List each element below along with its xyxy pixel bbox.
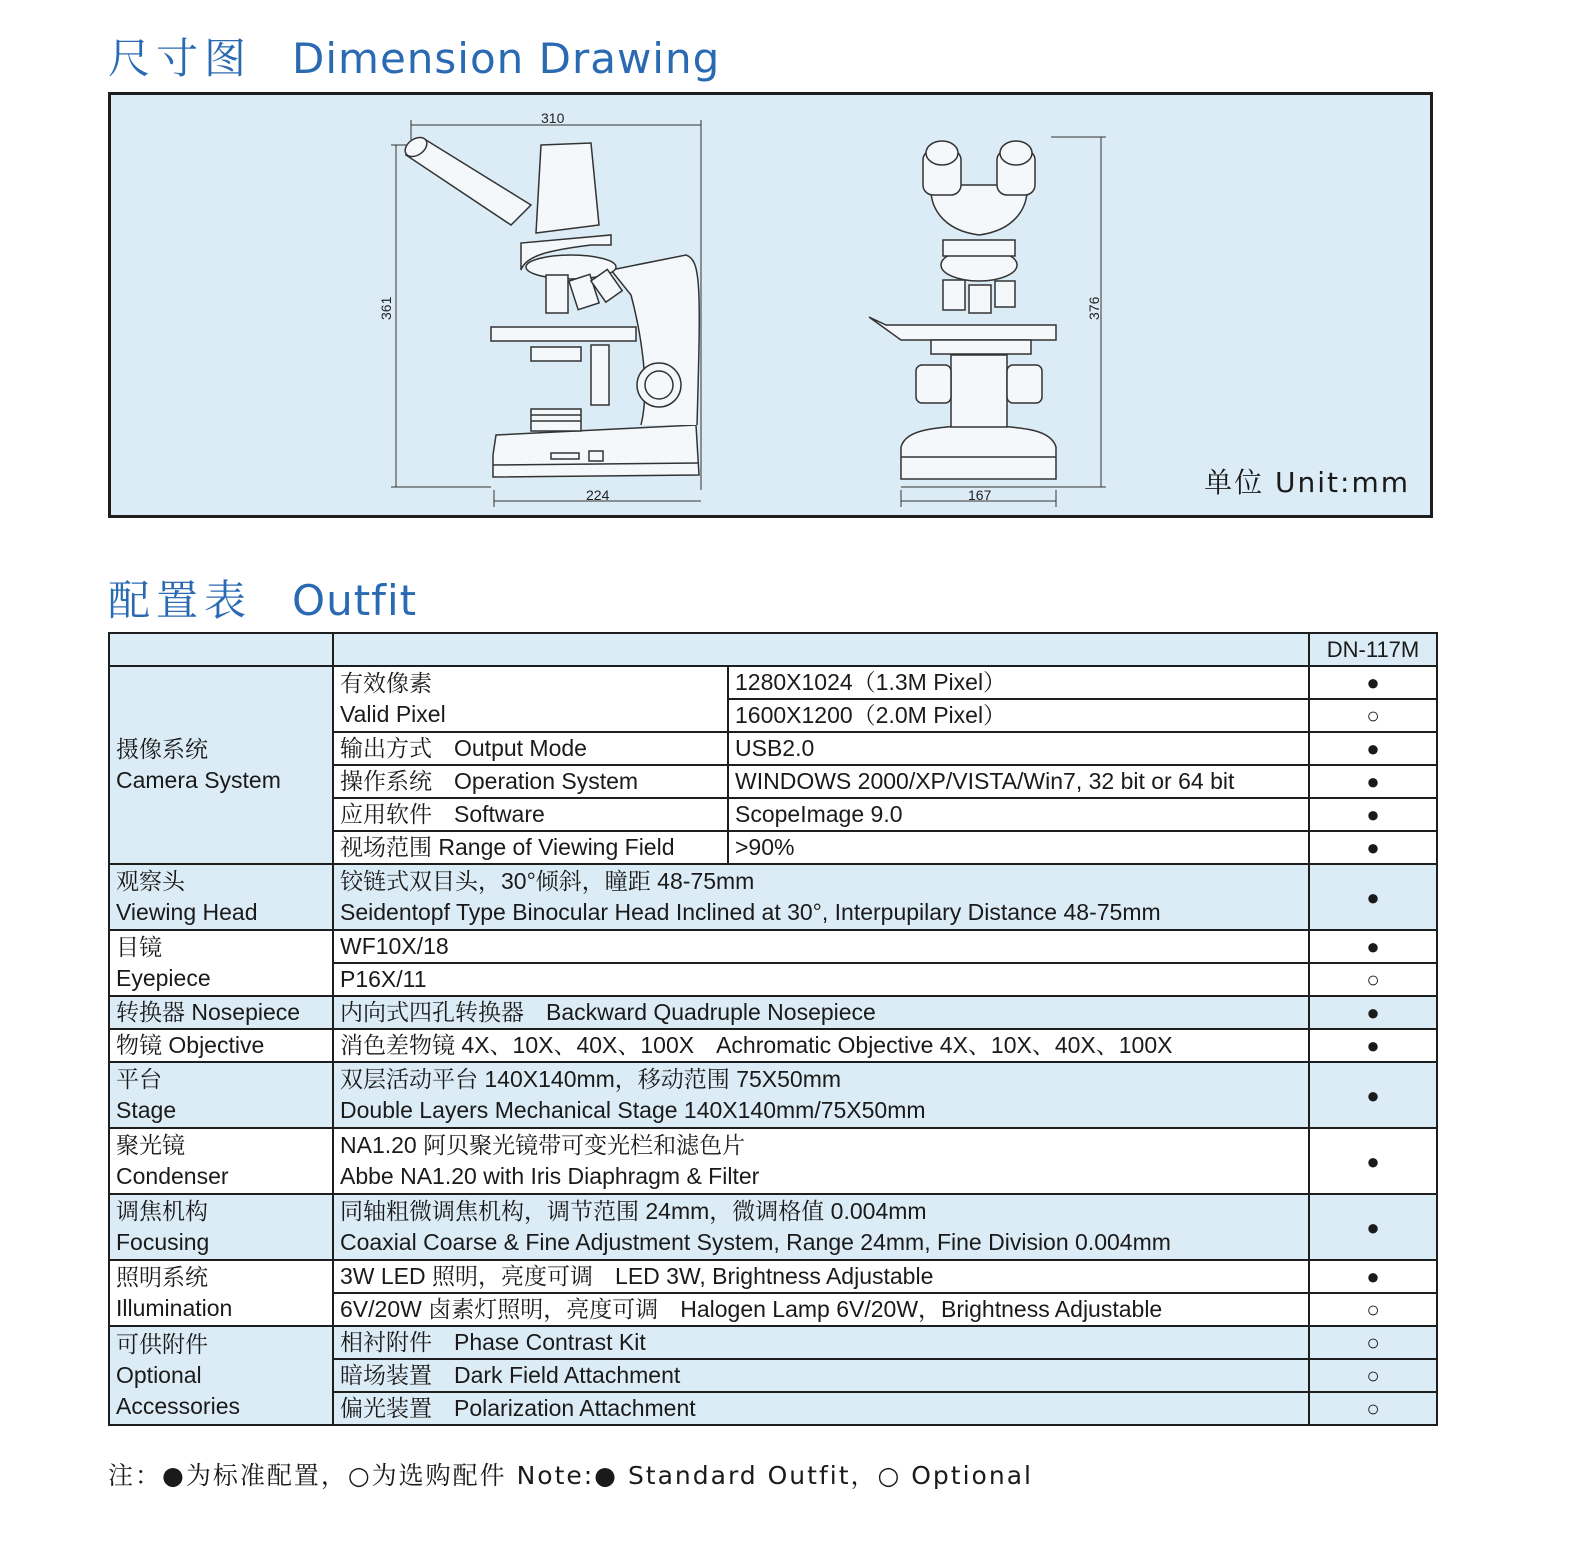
table-row [109, 1194, 1437, 1260]
optional-mark: ○ [1309, 1326, 1437, 1359]
category-cn: 平台 [116, 1066, 162, 1092]
optional-mark: ○ [1309, 1359, 1437, 1392]
standard-mark: ● [1309, 1062, 1437, 1128]
table-header-row [109, 633, 1437, 666]
outfit-title-en: Outfit [292, 576, 418, 625]
value-cell [333, 1128, 1309, 1194]
unit-label: 单位 Unit:mm [1204, 466, 1410, 499]
standard-mark: ● [1309, 1128, 1437, 1194]
value-cn: 同轴粗微调焦机构，调节范围 24mm，微调格值 0.004mm [340, 1198, 927, 1224]
value-cn: 偏光装置 [340, 1395, 432, 1421]
category-en: Optional [116, 1362, 202, 1388]
standard-mark: ● [1309, 732, 1437, 765]
table-row [109, 1062, 1437, 1128]
value-cell [333, 1392, 1309, 1425]
category-en: Focusing [116, 1229, 210, 1255]
category-cn: 可供附件 [116, 1331, 208, 1357]
category-en: Eyepiece [116, 965, 211, 991]
table-row [109, 930, 1437, 963]
header-empty-cell [109, 633, 333, 666]
condenser-category [109, 1128, 333, 1194]
value-cn: 相衬附件 [340, 1329, 432, 1355]
label-en: Operation System [454, 768, 639, 794]
category-cn: 调焦机构 [116, 1198, 208, 1224]
item-label [333, 798, 728, 831]
value-en: Seidentopf Type Binocular Head Inclined at 30°, Interpupilary Distance 48-75mm [340, 899, 1161, 925]
value-cn: 消色差物镜 4X、10X、40X、100X [340, 1032, 695, 1058]
side-base-label: 224 [586, 487, 610, 503]
standard-mark: ● [1309, 930, 1437, 963]
standard-mark: ● [1309, 996, 1437, 1029]
optional-mark: ○ [1309, 699, 1437, 732]
standard-mark: ● [1309, 831, 1437, 864]
label-cn: 有效像素 [340, 670, 432, 696]
focusing-category [109, 1194, 333, 1260]
value-cell [333, 864, 1309, 930]
category-cn: 聚光镜 [116, 1132, 185, 1158]
category-en: Camera System [116, 767, 281, 793]
value-cell [333, 1029, 1309, 1062]
value-cn: 铰链式双目头，30°倾斜，瞳距 48-75mm [340, 868, 755, 894]
outfit-table [108, 632, 1438, 1426]
value-cell: WF10X/18 [333, 930, 1309, 963]
category-en: Condenser [116, 1163, 229, 1189]
standard-mark: ● [1309, 864, 1437, 930]
objective-category: 物镜 Objective [109, 1029, 333, 1062]
table-row [109, 1029, 1437, 1062]
optional-mark: ○ [1309, 963, 1437, 996]
value-cn: 暗场装置 [340, 1362, 432, 1388]
eyepiece-category [109, 930, 333, 996]
value-en: Coaxial Coarse & Fine Adjustment System, Range 24mm, Fine Division 0.004mm [340, 1229, 1171, 1255]
label-en: Software [454, 801, 545, 827]
optional-mark: ○ [1309, 1293, 1437, 1326]
category-en: Illumination [116, 1295, 233, 1321]
dimension-section-title [108, 26, 720, 86]
value-cn: 3W LED 照明，亮度可调 [340, 1263, 594, 1289]
camera-category [109, 666, 333, 864]
value-cell [333, 1260, 1309, 1293]
label-cn: 应用软件 [340, 801, 432, 827]
side-view-microscope-icon [391, 120, 701, 507]
front-base-label: 167 [968, 487, 992, 503]
outfit-title-cn: 配置表 [108, 576, 253, 625]
value-cell: 1600X1200（2.0M Pixel） [728, 699, 1309, 732]
dimension-title-cn: 尺寸图 [108, 34, 253, 83]
value-cell [333, 1293, 1309, 1326]
value-cell: 1280X1024（1.3M Pixel） [728, 666, 1309, 699]
value-en: Double Layers Mechanical Stage 140X140mm/75X50mm [340, 1097, 926, 1123]
value-cell [333, 1194, 1309, 1260]
value-en: Polarization Attachment [454, 1395, 696, 1421]
label-en: Output Mode [454, 735, 587, 761]
value-en: Dark Field Attachment [454, 1362, 681, 1388]
value-cn: 6V/20W 卤素灯照明，亮度可调 [340, 1296, 659, 1322]
stage-category [109, 1062, 333, 1128]
dimension-drawing-panel [108, 92, 1433, 518]
category-cn: 摄像系统 [116, 736, 208, 762]
side-width-label: 310 [541, 110, 565, 126]
illumination-category [109, 1260, 333, 1326]
category-cn: 观察头 [116, 868, 185, 894]
outfit-section-title [108, 568, 417, 628]
dimension-title-en: Dimension Drawing [292, 34, 721, 83]
table-row [109, 666, 1437, 699]
table-row [109, 1326, 1437, 1359]
label-cn: 操作系统 [340, 768, 432, 794]
value-cell: WINDOWS 2000/XP/VISTA/Win7, 32 bit or 64 bit [728, 765, 1309, 798]
label-en: Valid Pixel [340, 701, 446, 727]
standard-mark: ● [1309, 1260, 1437, 1293]
table-row [109, 1128, 1437, 1194]
header-empty-cell [333, 633, 1309, 666]
value-cell [333, 1062, 1309, 1128]
standard-mark: ● [1309, 765, 1437, 798]
value-en: Phase Contrast Kit [454, 1329, 646, 1355]
table-row [109, 864, 1437, 930]
value-cell: ScopeImage 9.0 [728, 798, 1309, 831]
value-cn: NA1.20 阿贝聚光镜带可变光栏和滤色片 [340, 1132, 746, 1158]
category-en-2: Accessories [116, 1393, 240, 1419]
footnote: 注：●为标准配置，○为选购配件 Note:● Standard Outfit，○ Optional [108, 1461, 1033, 1490]
value-en: Abbe NA1.20 with Iris Diaphragm & Filter [340, 1163, 760, 1189]
value-cell: P16X/11 [333, 963, 1309, 996]
item-label [333, 732, 728, 765]
standard-mark: ● [1309, 1194, 1437, 1260]
front-view-microscope-icon [869, 137, 1106, 507]
item-label [333, 765, 728, 798]
category-cn: 目镜 [116, 934, 162, 960]
value-cell: USB2.0 [728, 732, 1309, 765]
standard-mark: ● [1309, 1029, 1437, 1062]
pixel-label [333, 666, 728, 732]
value-cell [333, 1359, 1309, 1392]
value-cell [333, 996, 1309, 1029]
side-height-label: 361 [378, 296, 394, 320]
value-cn: 双层活动平台 140X140mm，移动范围 75X50mm [340, 1066, 842, 1092]
category-cn: 照明系统 [116, 1264, 208, 1290]
value-cn: 内向式四孔转换器 [340, 999, 524, 1025]
value-en: LED 3W, Brightness Adjustable [615, 1263, 934, 1289]
nosepiece-category: 转换器 Nosepiece [109, 996, 333, 1029]
viewing-head-category [109, 864, 333, 930]
item-label: 视场范围 Range of Viewing Field [333, 831, 728, 864]
value-cell [333, 1326, 1309, 1359]
microscope-drawing [111, 95, 1430, 515]
standard-mark: ● [1309, 798, 1437, 831]
model-header: DN-117M [1309, 633, 1437, 666]
optional-mark: ○ [1309, 1392, 1437, 1425]
value-cell: >90% [728, 831, 1309, 864]
table-row [109, 1260, 1437, 1293]
category-en: Viewing Head [116, 899, 258, 925]
table-row [109, 996, 1437, 1029]
category-en: Stage [116, 1097, 177, 1123]
value-en: Achromatic Objective 4X、10X、40X、100X [716, 1032, 1173, 1058]
value-en: Halogen Lamp 6V/20W，Brightness Adjustable [680, 1296, 1163, 1322]
label-cn: 输出方式 [340, 735, 432, 761]
accessories-category [109, 1326, 333, 1425]
value-en: Backward Quadruple Nosepiece [546, 999, 876, 1025]
standard-mark: ● [1309, 666, 1437, 699]
front-height-label: 376 [1086, 296, 1102, 320]
